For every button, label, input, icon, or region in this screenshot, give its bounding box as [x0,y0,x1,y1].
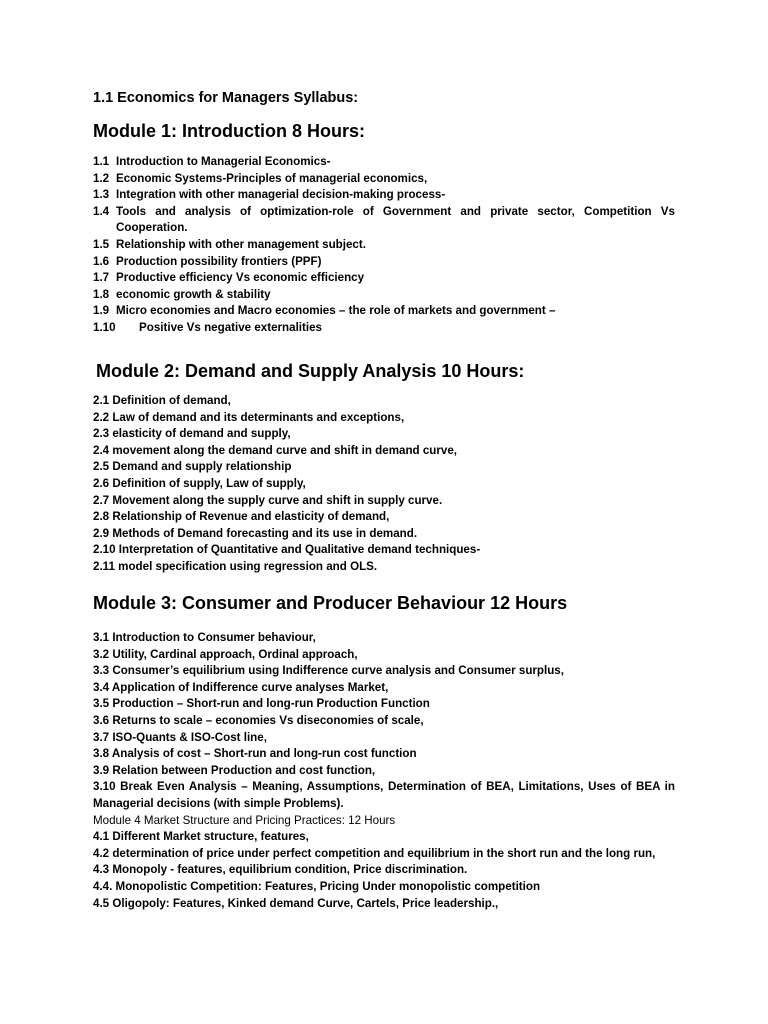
module-4-heading: Module 4 Market Structure and Pricing Practices: 12 Hours [93,813,396,827]
topic-1-6: 1.6 Production possibility frontiers (PPF) [93,254,322,268]
topic-2-8: 2.8 Relationship of Revenue and elasticity of demand, [93,510,390,524]
topic-4-3: 4.3 Monopoly - features, equilibrium condition, Price discrimination. [93,863,468,877]
topic-2-9: 2.9 Methods of Demand forecasting and its use in demand. [93,526,418,540]
topic-1-9: 1.9 Micro economies and Macro economies – the role of markets and government – [93,304,556,318]
topic-1-4: 1.4 Tools and analysis of optimization-role of Government and private sector, Competition Vs Cooperation. [93,204,675,235]
module-2-topic-list [93,393,675,576]
topic-3-2: 3.2 Utility, Cardinal approach, Ordinal approach, [93,647,358,661]
syllabus-title: 1.1 Economics for Managers Syllabus: [93,90,359,106]
topic-4-1: 4.1 Different Market structure, features, [93,830,309,844]
topic-1-10: 1.10 Positive Vs negative externalities [93,320,323,334]
topic-1-3: 1.3 Integration with other managerial decision-making process- [93,188,446,202]
topic-1-7: 1.7 Productive efficiency Vs economic efficiency [93,271,365,285]
topic-4-5: 4.5 Oligopoly: Features, Kinked demand Curve, Cartels, Price leadership., [93,896,499,910]
topic-3-4: 3.4 Application of Indifference curve analyses Market, [93,680,389,694]
topic-2-5: 2.5 Demand and supply relationship [93,460,292,474]
topic-2-4: 2.4 movement along the demand curve and shift in demand curve, [93,443,458,457]
topic-2-10: 2.10 Interpretation of Quantitative and Qualitative demand techniques- [93,543,481,557]
topic-2-3: 2.3 elasticity of demand and supply, [93,427,291,441]
topic-4-2: 4.2 determination of price under perfect competition and equilibrium in the short run and the long run, [93,846,656,860]
topic-2-7: 2.7 Movement along the supply curve and shift in supply curve. [93,493,443,507]
topic-3-6: 3.6 Returns to scale – economies Vs diseconomies of scale, [93,713,424,727]
module-2-heading: Module 2: Demand and Supply Analysis 10 Hours: [96,361,525,381]
topic-1-8: 1.8 economic growth & stability [93,287,271,301]
topic-1-1: 1.1 Introduction to Managerial Economics- [93,155,331,168]
topic-3-7: 3.7 ISO-Quants & ISO-Cost line, [93,730,267,744]
topic-1-5: 1.5 Relationship with other management subject. [93,237,366,251]
topic-2-11: 2.11 model specification using regression and OLS. [93,559,378,573]
topic-3-8: 3.8 Analysis of cost – Short-run and long-run cost function [93,747,417,761]
topic-2-1: 2.1 Definition of demand, [93,394,231,407]
topic-3-1: 3.1 Introduction to Consumer behaviour, [93,631,316,644]
topic-4-4: 4.4. Monopolistic Competition: Features, Pricing Under monopolistic competition [93,879,541,893]
module-3-heading: Module 3: Consumer and Producer Behaviour 12 Hours [93,593,568,613]
topic-3-9: 3.9 Relation between Production and cost function, [93,763,376,777]
topic-2-6: 2.6 Definition of supply, Law of supply, [93,476,306,490]
topic-1-2: 1.2 Economic Systems-Principles of managerial economics, [93,171,428,185]
module-1-topic-list [93,154,675,337]
topic-3-10: 3.10 Break Even Analysis – Meaning, Assumptions, Determination of BEA, Limitations, Uses of BEA in Managerial decisions (with simple Problems). [93,780,675,810]
topic-2-2: 2.2 Law of demand and its determinants and exceptions, [93,410,405,424]
topic-3-5: 3.5 Production – Short-run and long-run Production Function [93,697,430,711]
topic-3-3: 3.3 Consumer’s equilibrium using Indifference curve analysis and Consumer surplus, [93,664,564,678]
module-1-heading: Module 1: Introduction 8 Hours: [93,121,365,141]
module-3-topic-list [93,630,675,912]
